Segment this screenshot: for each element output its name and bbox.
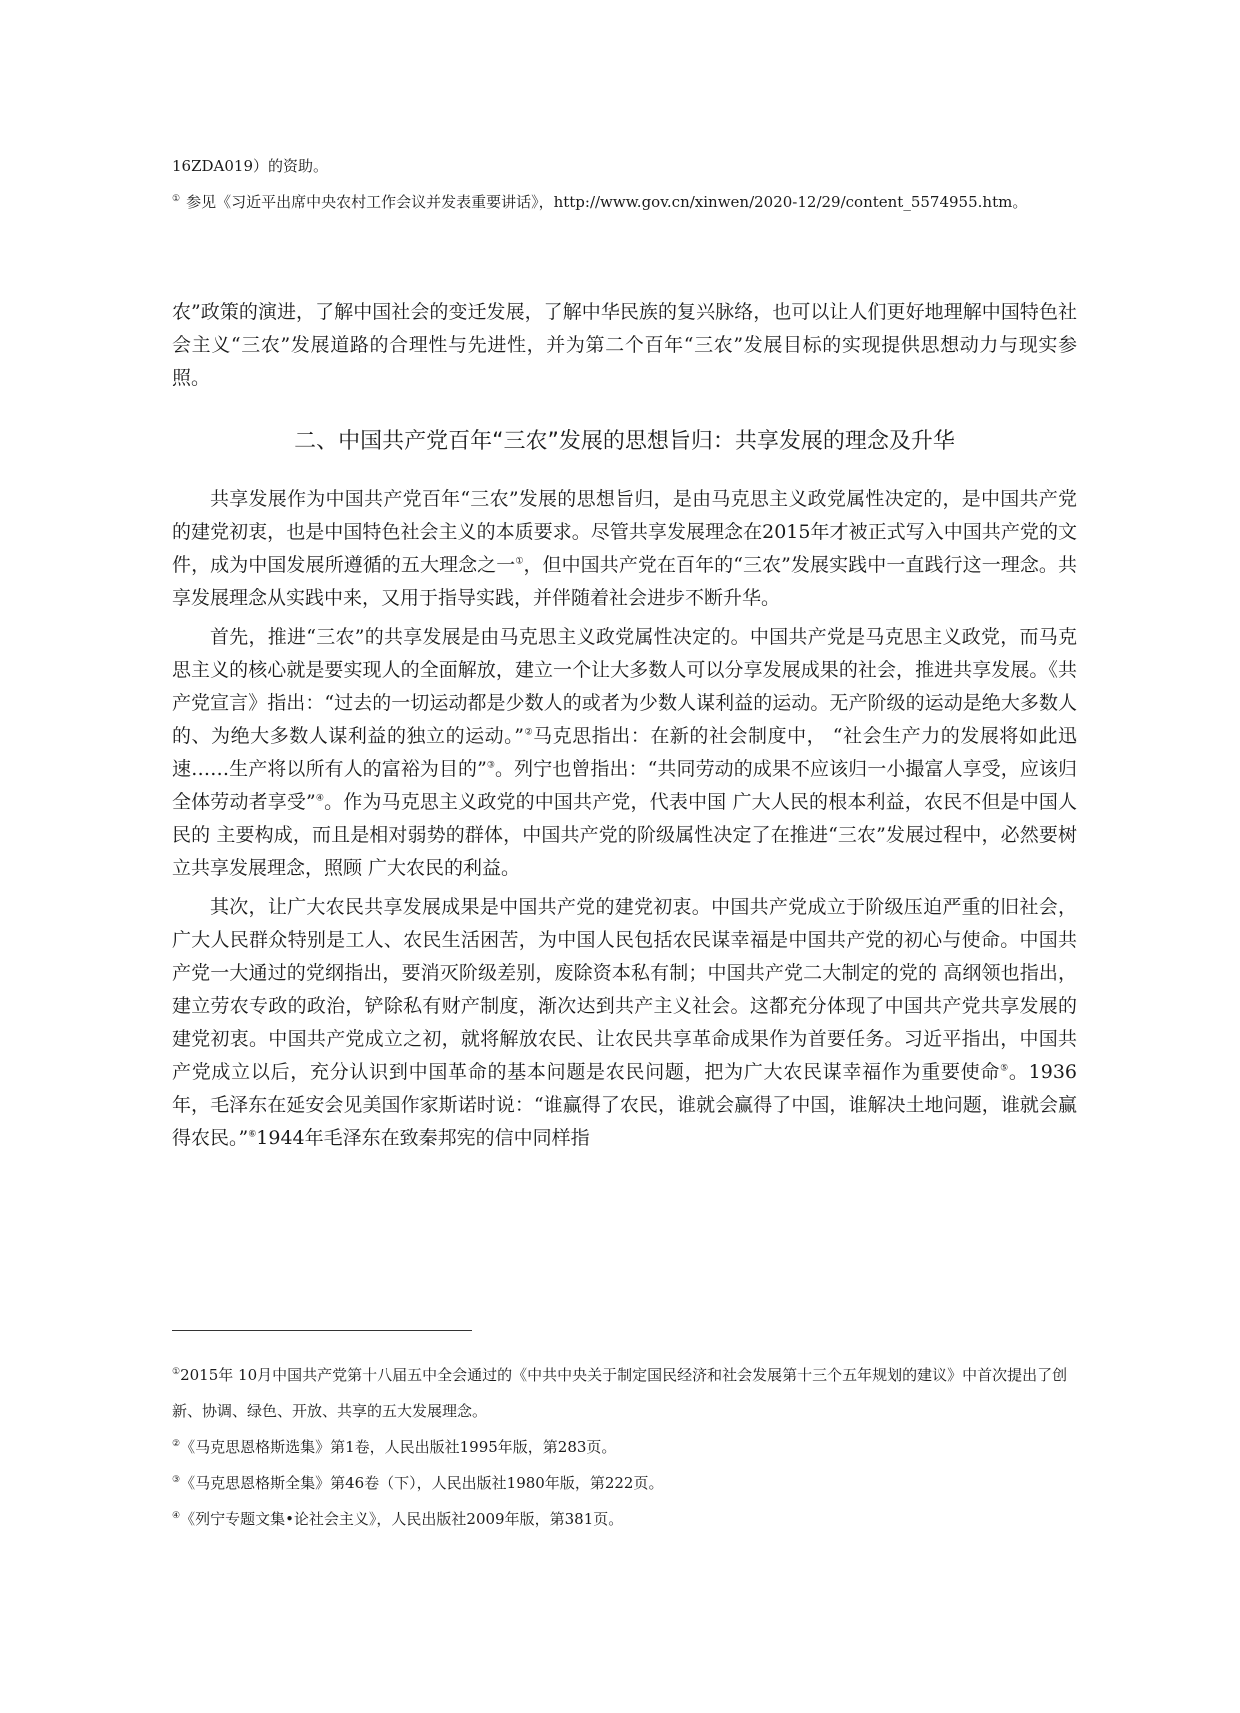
footnote-item xyxy=(172,1465,1082,1501)
footnote-marker: ② xyxy=(172,1439,181,1449)
paragraph-text: 1944年毛泽东在致秦邦宪的信中同样指 xyxy=(256,1127,590,1149)
paragraph-text: 。作为马克思主义政党的中国共产党，代表中国 广大人民的根本利益，农民不但是中国人民的 主要构成，而且是相对弱势的群体，中国共产党的阶级属性决定了在推进“三农”发展过程中，必然要树立共享发展理念，照顾 广大农民的利益。 xyxy=(172,791,1077,879)
footnote-marker: ③ xyxy=(172,1475,181,1485)
footnotes xyxy=(172,1357,1082,1537)
footnote-ref[interactable]: ⑤ xyxy=(1000,1063,1009,1074)
funding-note-tail: 16ZDA019）的资助。 xyxy=(172,157,328,175)
footnote-ref[interactable]: ② xyxy=(523,727,534,738)
footnote-marker: ① xyxy=(172,1367,181,1377)
footnote-ref[interactable]: ① xyxy=(515,556,524,567)
paragraph-text: 首先，推进“三农”的共享发展是由马克思主义政党属性决定的。中国共产党是马克思主义政党，而马克思主义的核心就是要实现人的全面解放，建立一个让大多数人可以分享发展成果的社会，推进共享发展。《共产党宣言》指出：“过去的一切运动都是少数人的或者为少数人谋利益的运动。无产阶级的运动是绝大多数人的、为绝大多数人谋利益的独立的运动。” xyxy=(172,626,1077,747)
footnote-ref[interactable]: ④ xyxy=(315,793,325,804)
paragraph-text: ，但中国共产党在百年的“三农”发展实践中一直践行这一理念。共享发展理念从实践中来，又用于指导实践，并伴随着社会进步不断升华。 xyxy=(172,554,1077,609)
footnote-ref[interactable]: ⑥ xyxy=(248,1129,257,1140)
footnote-text: 《列宁专题文集•论社会主义》，人民出版社2009年版，第381页。 xyxy=(180,1510,624,1528)
section-heading: 二、中国共产党百年“三农”发展的思想旨归：共享发展的理念及升华 xyxy=(294,429,955,454)
paragraph-text: 。1936年，毛泽东在延安会见美国作家斯诺时说：“谁赢得了农民，谁就会赢得了中国，谁解决土地问题，谁就会赢得农民。” xyxy=(172,1061,1077,1149)
footnote-text: 2015年 10月中国共产党第十八届五中全会通过的《中共中央关于制定国民经济和社会发展第十三个五年规划的建议》中首次提出了创新、协调、绿色、开放、共享的五大发展理念。 xyxy=(172,1366,1068,1420)
footnote-marker: ① xyxy=(172,194,181,204)
footnote-item xyxy=(172,1357,1082,1429)
top-footnotes-continued xyxy=(172,152,1077,224)
footnote-text: 参见《习近平出席中央农村工作会议并发表重要讲话》，http://www.gov.cn/xinwen/2020-12/29/content_5574955.htm。 xyxy=(186,193,1028,211)
body-text xyxy=(172,483,1077,1161)
paragraph-text: 。列宁也曾指出：“共同劳动的成果不应该归一小撮富人享受，应该归全体劳动者享受” xyxy=(172,758,1077,813)
footnote-marker: ④ xyxy=(172,1511,181,1521)
footnote-ref[interactable]: ③ xyxy=(486,760,496,771)
body-paragraph-2 xyxy=(172,621,1077,885)
footnote-text: 《马克思恩格斯全集》第46卷（下），人民出版社1980年版，第222页。 xyxy=(180,1474,664,1492)
paragraph-text: 共享发展作为中国共产党百年“三农”发展的思想旨归，是由马克思主义政党属性决定的，是中国共产党的建党初衷，也是中国特色社会主义的本质要求。尽管共享发展理念在2015年才被正式写入中国共产党的文件，成为中国发展所遵循的五大理念之一 xyxy=(172,488,1077,576)
footnote-text: 《马克思恩格斯选集》第1卷，人民出版社1995年版，第283页。 xyxy=(180,1438,617,1456)
footnote-item xyxy=(172,1429,1082,1465)
body-paragraph-1 xyxy=(172,483,1077,615)
paragraph-text: 其次，让广大农民共享发展成果是中国共产党的建党初衷。中国共产党成立于阶级压迫严重的旧社会，广大人民群众特别是工人、农民生活困苦，为中国人民包括农民谋幸福是中国共产党的初心与使命。中国共产党一大通过的党纲指出，要消灭阶级差别，废除资本私有制；中国共产党二大制定的党的 高纲领也指出，建立劳农专政的政治，铲除私有财产制度，渐次达到共产主义社会。这都充分体现了中国共产党共享发展的建党初衷。中国共产党成立之初，就将解放农民、让农民共享革命成果作为首要任务。习近平指出，中国共产党成立以后，充分认识到中国革命的基本问题是农民问题，把为广大农民谋幸福作为重要使命 xyxy=(172,896,1077,1083)
intro-section xyxy=(172,296,1077,395)
body-paragraph-3 xyxy=(172,891,1077,1155)
footnote-item xyxy=(172,1501,1082,1537)
footnote-divider xyxy=(172,1330,472,1331)
paragraph-text: 马克思指出：在新的社会制度中， “社会生产力的发展将如此迅速……生产将以所有人的富裕为目的” xyxy=(172,725,1077,780)
footnote-item xyxy=(172,188,1077,216)
intro-paragraph: 农”政策的演进，了解中国社会的变迁发展，了解中华民族的复兴脉络，也可以让人们更好地理解中国特色社会主义“三农”发展道路的合理性与先进性，并为第二个百年“三农”发展目标的实现提供思想动力与现实参照。 xyxy=(172,301,1077,389)
